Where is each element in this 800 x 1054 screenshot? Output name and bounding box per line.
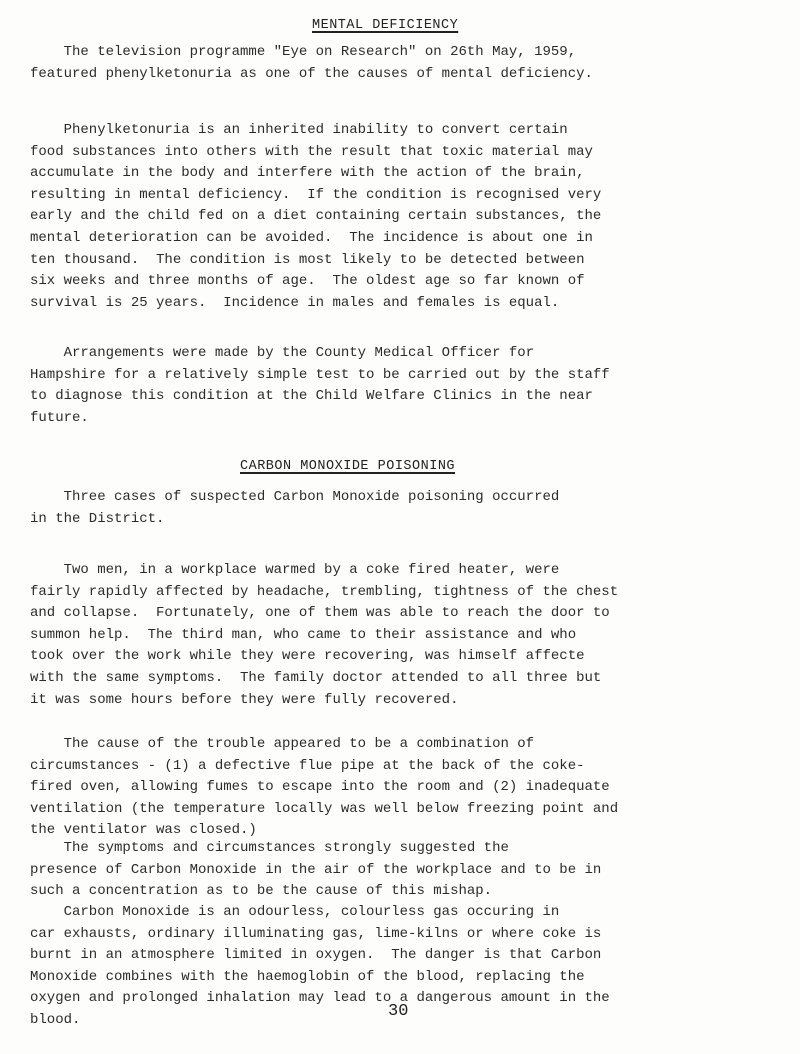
text-line: Two men, in a workplace warmed by a coke fired heater, were [30,562,560,578]
paragraph-cause [30,734,618,842]
text-line: in the District. [30,510,165,527]
page-number: 30 [388,1002,409,1021]
text-line: mental deterioration can be avoided. The incidence is about one in [30,229,593,246]
text-line: Carbon Monoxide is an odourless, colourless gas occuring in [30,904,560,920]
text-line: six weeks and three months of age. The oldest age so far known of [30,273,585,290]
section-heading-carbon-monoxide: CARBON MONOXIDE POISONING [240,459,456,474]
text-line: The television programme "Eye on Research" on 26th May, 1959, [30,44,577,60]
text-line: survival is 25 years. Incidence in males and females is equal. [30,294,560,311]
text-line: Three cases of suspected Carbon Monoxide poisoning occurred [30,489,560,505]
text-line: future. [30,409,89,426]
text-line: and collapse. Fortunately, one of them was able to reach the door to [30,605,610,622]
paragraph-symptoms [30,838,601,903]
text-line: The symptoms and circumstances strongly suggested the [30,840,509,856]
text-line: summon help. The third man, who came to their assistance and who [30,626,577,643]
text-line: the ventilator was closed.) [30,822,257,839]
text-line: early and the child fed on a diet containing certain substances, the [30,208,602,225]
paragraph-three-cases [30,487,559,530]
text-line: The cause of the trouble appeared to be a combination of [30,736,535,752]
text-line: took over the work while they were recovering, was himself affecte [30,648,585,665]
text-line: such a concentration as to be the cause of this mishap. [30,883,493,900]
text-line: featured phenylketonuria as one of the causes of mental deficiency. [30,65,593,82]
text-line: oxygen and prolonged inhalation may lead to a dangerous amount in the [30,990,610,1007]
text-line: fairly rapidly affected by headache, trembling, tightness of the chest [30,583,619,600]
text-line: ventilation (the temperature locally was well below freezing point and [30,800,619,817]
text-line: circumstances - (1) a defective flue pipe at the back of the coke- [30,757,585,774]
text-line: Phenylketonuria is an inherited inability to convert certain [30,122,568,138]
paragraph-phenylketonuria [30,120,601,314]
paragraph-two-men [30,560,618,711]
text-line: resulting in mental deficiency. If the condition is recognised very [30,186,602,203]
text-line: blood. [30,1011,81,1028]
text-line: burnt in an atmosphere limited in oxygen. The danger is that Carbon [30,947,602,964]
text-line: fired oven, allowing fumes to escape into the room and (2) inadequate [30,779,610,796]
text-line: Arrangements were made by the County Medical Officer for [30,345,535,361]
text-line: accumulate in the body and interfere with the action of the brain, [30,165,585,182]
text-line: ten thousand. The condition is most likely to be detected between [30,251,585,268]
text-line: Hampshire for a relatively simple test to be carried out by the staff [30,366,610,383]
paragraph-television-programme [30,42,593,85]
text-line: Monoxide combines with the haemoglobin of the blood, replacing the [30,968,585,985]
text-line: with the same symptoms. The family doctor attended to all three but [30,669,602,686]
text-line: food substances into others with the result that toxic material may [30,143,593,160]
section-heading-mental-deficiency: MENTAL DEFICIENCY [312,18,459,33]
paragraph-arrangements [30,343,610,429]
text-line: to diagnose this condition at the Child Welfare Clinics in the near [30,388,593,405]
paragraph-carbon-monoxide-description [30,902,610,1032]
text-line: presence of Carbon Monoxide in the air of the workplace and to be in [30,861,602,878]
text-line: car exhausts, ordinary illuminating gas, lime-kilns or where coke is [30,925,602,942]
text-line: it was some hours before they were fully recovered. [30,691,459,708]
